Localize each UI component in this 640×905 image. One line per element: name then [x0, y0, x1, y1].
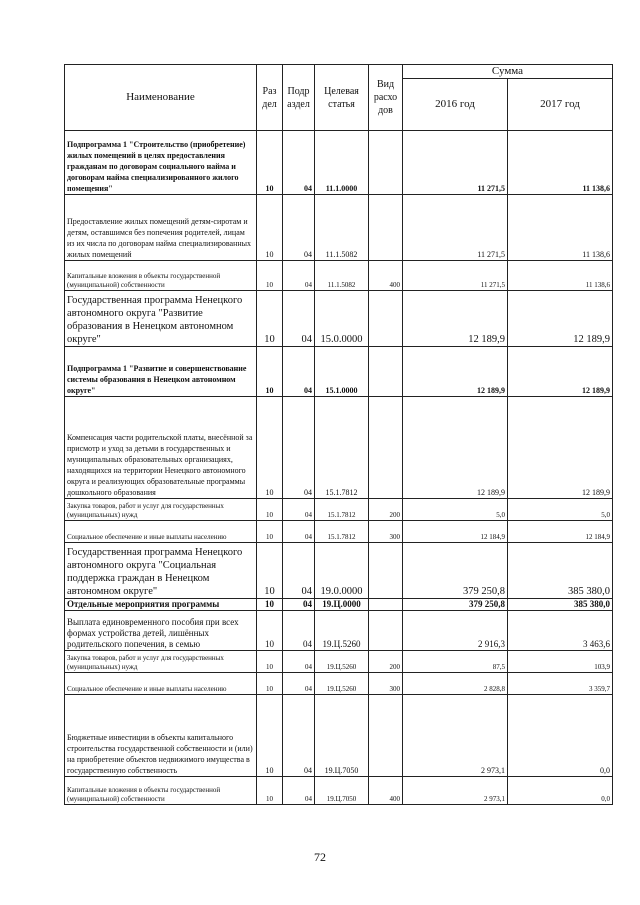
- row-podrazdel: 04: [283, 695, 315, 777]
- row-razdel: 10: [257, 347, 283, 397]
- header-year-2016: 2016 год: [403, 79, 508, 131]
- table-row: [65, 777, 613, 805]
- row-celevaya-statya: 19.Ц.0000: [315, 599, 369, 611]
- table-row: [65, 261, 613, 291]
- row-vid-rashodov: 200: [369, 499, 403, 521]
- row-podrazdel: 04: [283, 543, 315, 599]
- row-podrazdel: 04: [283, 131, 315, 195]
- row-podrazdel: 04: [283, 195, 315, 261]
- row-vid-rashodov: [369, 195, 403, 261]
- page-number: 72: [314, 850, 326, 864]
- row-name: Подпрограмма 1 "Строительство (приобретение) жилых помещений в целях предоставления гражданам по договорам социального найма и договорам найма специализированного жилого помещения": [65, 131, 257, 195]
- row-razdel: 10: [257, 599, 283, 611]
- row-podrazdel: 04: [283, 651, 315, 673]
- row-razdel: 10: [257, 651, 283, 673]
- row-name: Бюджетные инвестиции в объекты капитального строительства государственной собственности и (или) на приобретение объектов недвижимого имущества в государственную собственность: [65, 695, 257, 777]
- row-sum-2017: 0,0: [508, 695, 613, 777]
- header-podrazdel: Подр аздел: [283, 65, 315, 131]
- row-sum-2016: 5,0: [403, 499, 508, 521]
- row-sum-2016: 2 973,1: [403, 777, 508, 805]
- row-razdel: 10: [257, 777, 283, 805]
- header-year-2017: 2017 год: [508, 79, 613, 131]
- row-celevaya-statya: 19.0.0000: [315, 543, 369, 599]
- row-celevaya-statya: 19.Ц.5260: [315, 651, 369, 673]
- row-sum-2016: 12 189,9: [403, 291, 508, 347]
- row-sum-2016: 12 189,9: [403, 347, 508, 397]
- row-name: Подпрограмма 1 "Развитие и совершенствование системы образования в Ненецком автономном округе": [65, 347, 257, 397]
- row-sum-2016: 12 189,9: [403, 397, 508, 499]
- row-vid-rashodov: 200: [369, 651, 403, 673]
- row-sum-2017: 12 184,9: [508, 521, 613, 543]
- row-vid-rashodov: [369, 291, 403, 347]
- table-row: [65, 599, 613, 611]
- table-row: [65, 673, 613, 695]
- row-sum-2016: 379 250,8: [403, 543, 508, 599]
- row-celevaya-statya: 15.1.7812: [315, 499, 369, 521]
- row-celevaya-statya: 15.1.7812: [315, 397, 369, 499]
- table-row: [65, 347, 613, 397]
- table-row: [65, 131, 613, 195]
- row-vid-rashodov: 300: [369, 521, 403, 543]
- row-celevaya-statya: 19.Ц.5260: [315, 673, 369, 695]
- table-row: [65, 611, 613, 651]
- table-row: [65, 397, 613, 499]
- row-sum-2017: 3 463,6: [508, 611, 613, 651]
- row-celevaya-statya: 15.1.0000: [315, 347, 369, 397]
- row-razdel: 10: [257, 397, 283, 499]
- row-razdel: 10: [257, 195, 283, 261]
- row-razdel: 10: [257, 261, 283, 291]
- row-vid-rashodov: 300: [369, 673, 403, 695]
- row-vid-rashodov: [369, 397, 403, 499]
- row-razdel: 10: [257, 611, 283, 651]
- row-razdel: 10: [257, 131, 283, 195]
- row-celevaya-statya: 19.Ц.7050: [315, 777, 369, 805]
- table-row: [65, 195, 613, 261]
- row-vid-rashodov: [369, 347, 403, 397]
- row-celevaya-statya: 11.1.5082: [315, 195, 369, 261]
- row-sum-2017: 103,9: [508, 651, 613, 673]
- row-vid-rashodov: [369, 599, 403, 611]
- row-sum-2016: 2 916,3: [403, 611, 508, 651]
- row-sum-2016: 11 271,5: [403, 131, 508, 195]
- row-podrazdel: 04: [283, 291, 315, 347]
- row-celevaya-statya: 19.Ц.7050: [315, 695, 369, 777]
- row-sum-2017: 11 138,6: [508, 195, 613, 261]
- row-sum-2017: 12 189,9: [508, 397, 613, 499]
- row-sum-2016: 2 973,1: [403, 695, 508, 777]
- row-podrazdel: 04: [283, 347, 315, 397]
- row-vid-rashodov: [369, 131, 403, 195]
- row-sum-2016: 12 184,9: [403, 521, 508, 543]
- row-name: Закупка товаров, работ и услуг для государственных (муниципальных) нужд: [65, 651, 257, 673]
- row-podrazdel: 04: [283, 499, 315, 521]
- row-name: Капитальные вложения в объекты государственной (муниципальной) собственности: [65, 261, 257, 291]
- row-celevaya-statya: 15.1.7812: [315, 521, 369, 543]
- row-name: Предоставление жилых помещений детям-сиротам и детям, оставшимся без попечения родителей, лицам из их числа по договорам найма специализированных жилых помещений: [65, 195, 257, 261]
- row-name: Закупка товаров, работ и услуг для государственных (муниципальных) нужд: [65, 499, 257, 521]
- row-sum-2017: 12 189,9: [508, 347, 613, 397]
- row-name: Государственная программа Ненецкого автономного округа "Развитие образования в Ненецком автономном округе": [65, 291, 257, 347]
- table-row: [65, 651, 613, 673]
- row-name: Капитальные вложения в объекты государственной (муниципальной) собственности: [65, 777, 257, 805]
- header-name: Наименование: [65, 65, 257, 131]
- table-row: [65, 521, 613, 543]
- budget-table: [64, 64, 613, 805]
- table-row: [65, 291, 613, 347]
- row-sum-2016: 11 271,5: [403, 261, 508, 291]
- row-sum-2016: 2 828,8: [403, 673, 508, 695]
- row-razdel: 10: [257, 695, 283, 777]
- row-razdel: 10: [257, 291, 283, 347]
- row-podrazdel: 04: [283, 673, 315, 695]
- row-name: Выплата единовременного пособия при всех формах устройства детей, лишённых родительского попечения, в семью: [65, 611, 257, 651]
- row-vid-rashodov: 400: [369, 777, 403, 805]
- row-razdel: 10: [257, 499, 283, 521]
- table-row: [65, 695, 613, 777]
- header-vid-rashodov: Вид расхо дов: [369, 65, 403, 131]
- table-row: [65, 543, 613, 599]
- header-razdel: Раз дел: [257, 65, 283, 131]
- row-name: Социальное обеспечение и иные выплаты населению: [65, 521, 257, 543]
- row-razdel: 10: [257, 543, 283, 599]
- row-razdel: 10: [257, 521, 283, 543]
- row-sum-2017: 11 138,6: [508, 261, 613, 291]
- row-vid-rashodov: [369, 543, 403, 599]
- row-razdel: 10: [257, 673, 283, 695]
- header-celevaya-statya: Целевая статья: [315, 65, 369, 131]
- row-podrazdel: 04: [283, 261, 315, 291]
- header-summa: Сумма: [403, 65, 613, 79]
- row-sum-2016: 11 271,5: [403, 195, 508, 261]
- row-podrazdel: 04: [283, 611, 315, 651]
- row-sum-2017: 5,0: [508, 499, 613, 521]
- row-vid-rashodov: 400: [369, 261, 403, 291]
- row-sum-2017: 3 359,7: [508, 673, 613, 695]
- row-sum-2017: 12 189,9: [508, 291, 613, 347]
- row-sum-2016: 379 250,8: [403, 599, 508, 611]
- row-name: Компенсация части родительской платы, внесённой за присмотр и уход за детьми в государственных и муниципальных образовательных организациях, находящихся на территории Ненецкого автономного округа и реализующих образовательные программы дошкольного образования: [65, 397, 257, 499]
- row-sum-2016: 87,5: [403, 651, 508, 673]
- row-sum-2017: 385 380,0: [508, 543, 613, 599]
- row-celevaya-statya: 11.1.0000: [315, 131, 369, 195]
- row-name: Социальное обеспечение и иные выплаты населению: [65, 673, 257, 695]
- row-celevaya-statya: 11.1.5082: [315, 261, 369, 291]
- row-podrazdel: 04: [283, 599, 315, 611]
- row-sum-2017: 0,0: [508, 777, 613, 805]
- table-row: [65, 499, 613, 521]
- row-celevaya-statya: 15.0.0000: [315, 291, 369, 347]
- row-name: Государственная программа Ненецкого автономного округа "Социальная поддержка граждан в Ненецком автономном округе": [65, 543, 257, 599]
- row-vid-rashodov: [369, 695, 403, 777]
- row-podrazdel: 04: [283, 397, 315, 499]
- row-celevaya-statya: 19.Ц.5260: [315, 611, 369, 651]
- row-vid-rashodov: [369, 611, 403, 651]
- row-podrazdel: 04: [283, 777, 315, 805]
- row-sum-2017: 385 380,0: [508, 599, 613, 611]
- row-name: Отдельные мероприятия программы: [65, 599, 257, 611]
- row-sum-2017: 11 138,6: [508, 131, 613, 195]
- row-podrazdel: 04: [283, 521, 315, 543]
